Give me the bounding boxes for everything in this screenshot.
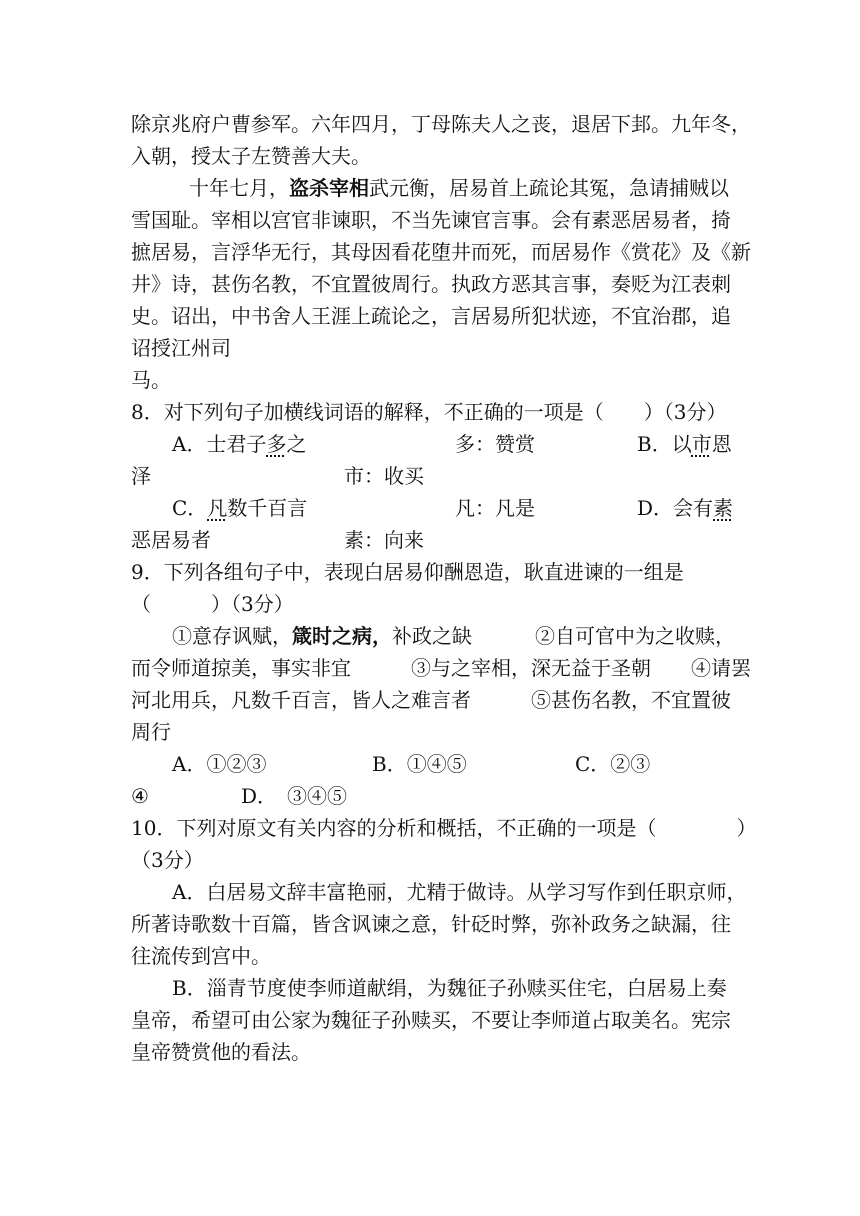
- q8-option-c-gloss: 凡：凡是: [455, 496, 535, 520]
- q8-option-b: B．以市恩: [637, 432, 732, 456]
- q8-option-b-gloss: 市：收买: [344, 464, 424, 488]
- passage-line: 井》诗，甚伤名教，不宜置彼周行。执政方恶其言事，奏贬为江表刺: [131, 272, 731, 296]
- q8-option-b-cont: 泽: [131, 464, 151, 488]
- passage-line: 入朝，授太子左赞善大夫。: [131, 144, 371, 168]
- q10-option-a-line: 所著诗歌数十百篇，皆含讽谏之意，针砭时弊，弥补政务之缺漏，往: [131, 912, 731, 936]
- passage-line: 除京兆府户曹参军。六年四月，丁母陈夫人之丧，退居下邽。九年冬，: [131, 112, 751, 136]
- q9-item-line: 河北用兵，凡数千百言，皆人之难言者 ⑤甚伤名教，不宜置彼: [131, 688, 731, 712]
- passage-line: [189, 172, 729, 204]
- passage-text: 武元衡，居易首上疏论其冤，急请捕贼以: [369, 176, 729, 200]
- question-10-stem: 10．下列对原文有关内容的分析和概括，不正确的一项是（ ）: [131, 816, 757, 840]
- q9-item-line: 而令师道掠美，事实非宜 ③与之宰相，深无益于圣朝 ④请罢: [131, 656, 751, 680]
- passage-text: 十年七月，: [189, 176, 289, 200]
- q9-option-a: A．①②③: [172, 752, 267, 776]
- q8-option-c: C．凡数千百言: [172, 496, 308, 520]
- q8-option-d-cont: 恶居易者: [131, 528, 211, 552]
- q10-option-a-line: 往流传到宫中。: [131, 944, 271, 968]
- question-9-blank: （ ）（3分）: [131, 592, 294, 616]
- q9-option-b: B．①④⑤: [372, 752, 467, 776]
- q8-option-a-gloss: 多：赞赏: [455, 432, 535, 456]
- passage-line: 摭居易，言浮华无行，其母因看花堕井而死，而居易作《赏花》及《新: [131, 240, 751, 264]
- q9-option-c-cont: ④: [131, 784, 149, 808]
- question-9-stem: 9．下列各组句子中，表现白居易仰酬恩造，耿直进谏的一组是: [131, 560, 684, 584]
- q8-option-a: A．士君子多之: [172, 432, 307, 456]
- passage-line: 雪国耻。宰相以宫官非谏职，不当先谏官言事。会有素恶居易者，掎: [131, 208, 731, 232]
- q8-option-c-marked-word: 凡: [207, 496, 228, 520]
- q8-option-d-marked-word: 素: [713, 496, 734, 520]
- q10-option-b-line: B．淄青节度使李师道献绢，为魏征子孙赎买住宅，白居易上奏: [172, 976, 727, 1000]
- q9-item-line: 周行: [131, 720, 171, 744]
- q9-option-d: D． ③④⑤: [241, 784, 348, 808]
- q9-option-c: C．②③: [575, 752, 651, 776]
- q9-item-line: ①意存讽赋，箴时之病，补政之缺: [172, 624, 472, 648]
- q8-option-d: D．会有素: [637, 496, 734, 520]
- passage-line: 诏授江州司: [131, 336, 231, 360]
- q8-option-b-marked-word: 市: [691, 432, 712, 456]
- q8-option-a-marked-word: 多: [266, 432, 287, 456]
- passage-line: 马。: [131, 368, 171, 392]
- q10-option-b-line: 皇帝赞赏他的看法。: [131, 1040, 311, 1064]
- q10-option-a-line: A．白居易文辞丰富艳丽，尤精于做诗。从学习写作到任职京师，: [172, 880, 747, 904]
- passage-text-bold: 盗杀宰相: [289, 176, 369, 200]
- q9-item-line: ②自可官中为之收赎，: [535, 624, 735, 648]
- q8-option-d-gloss: 素：向来: [344, 528, 424, 552]
- question-8-stem: 8．对下列句子加横线词语的解释，不正确的一项是（ ）（3分）: [131, 400, 727, 424]
- question-10-score: （3分）: [131, 848, 204, 872]
- q10-option-b-line: 皇帝，希望可由公家为魏征子孙赎买，不要让李师道占取美名。宪宗: [131, 1008, 731, 1032]
- passage-line: 史。诏出，中书舍人王涯上疏论之，言居易所犯状迹，不宜治郡，追: [131, 304, 731, 328]
